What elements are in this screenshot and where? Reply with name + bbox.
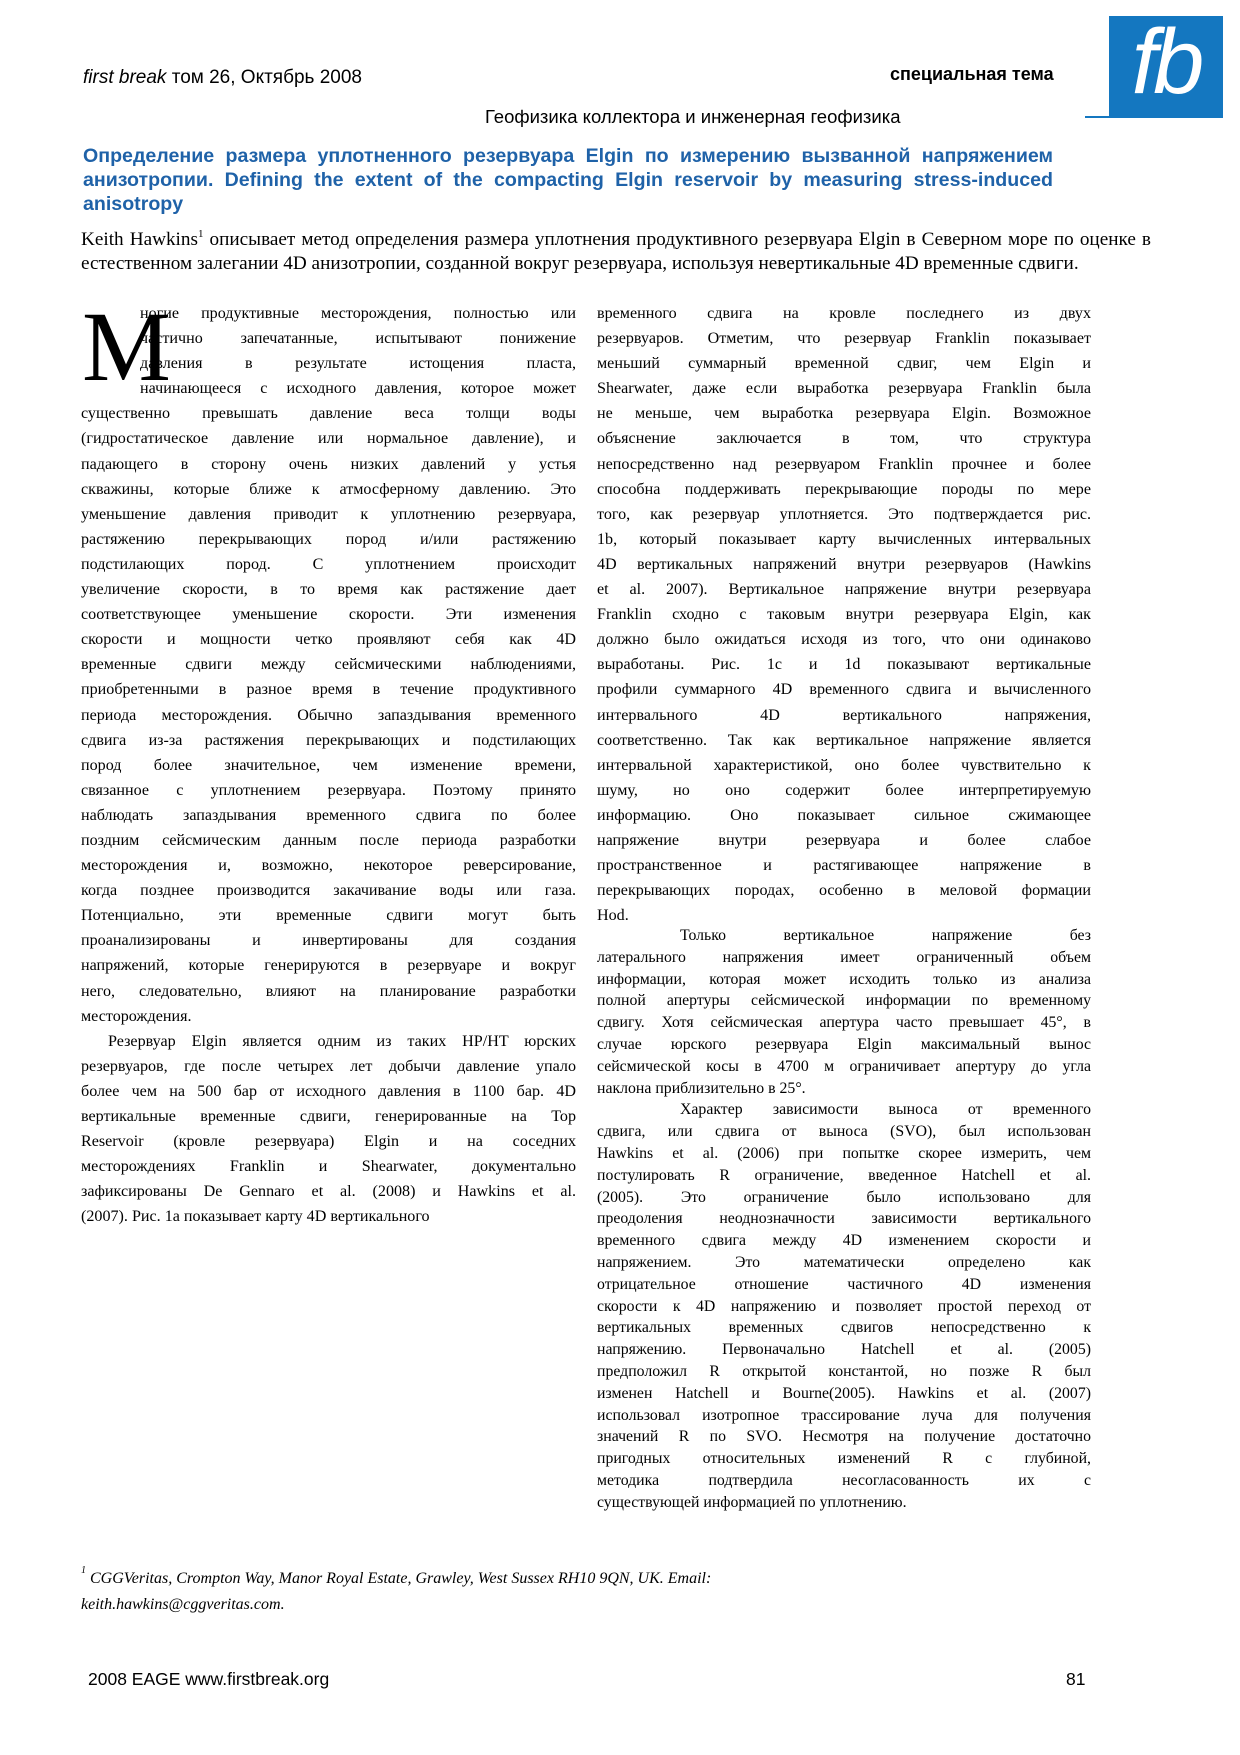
text-line: должно было ожидаться исходя из того, что они одинаково <box>597 631 1091 649</box>
text-line: латерального напряжения имеет ограниченный объем <box>597 948 1091 966</box>
text-line: пространственное и растягивающее напряжение в <box>597 857 1091 875</box>
text-line: падающего в сторону очень низких давлений у устья <box>81 455 576 473</box>
text-line: Hawkins et al. (2006) при попытке скорее измерить, чем <box>597 1144 1091 1162</box>
text-line: него, следовательно, влияют на планирование разработки <box>81 982 576 1000</box>
text-line: Shearwater, даже если выработка резервуара Franklin была <box>597 380 1091 398</box>
text-line: значений R по SVO. Несмотря на получение достаточно <box>597 1428 1091 1446</box>
logo-rule <box>1085 116 1223 118</box>
text-line: объяснение заключается в том, что структура <box>597 430 1091 448</box>
text-line: изменен Hatchell и Bourne(2005). Hawkins et al. (2007) <box>597 1384 1091 1402</box>
text-line: использовал изотропное трассирование луча для получения <box>597 1406 1091 1424</box>
article-title: Определение размера уплотненного резервуара Elgin по измерению вызванной напряжением анизотропии. Defining the extent of the compacting Elgin reservoir by measuring stress-induced anisotropy <box>83 145 1053 215</box>
text-line: временного сдвига на кровле последнего из двух <box>597 305 1091 322</box>
text-line: частично запечатанные, испытывают понижение <box>140 330 576 348</box>
text-line: способна поддерживать перекрывающие породы по мере <box>597 480 1091 498</box>
text-line: напряжением. Это математически определено как <box>597 1253 1091 1271</box>
article-lede <box>81 228 1151 276</box>
text-line: (гидростатическое давление или нормальное давление), и <box>81 430 576 448</box>
text-line: ногие продуктивные месторождения, полностью или <box>140 305 576 322</box>
footnote-ref: 1 <box>197 228 204 240</box>
lede-text: описывает метод определения размера уплотнения продуктивного резервуара Elgin в Северном море по оценке в естественном залегании 4D анизотропии, созданной вокруг резервуара, используя невертикальные 4D временные сдвиги. <box>81 229 1151 274</box>
footnote <box>81 1566 841 1618</box>
text-line: наклона приблизительно в 25°. <box>597 1079 806 1097</box>
text-line: Reservoir (кровле резервуара) Elgin и на соседних <box>81 1133 576 1151</box>
footnote-mark: 1 <box>81 1565 86 1576</box>
text-line: сейсмической косы в 4700 м ограничивает апертуру до угла <box>597 1057 1091 1075</box>
lede-author: Keith Hawkins <box>81 229 198 250</box>
text-line: соответственно. Так как вертикальное напряжение является <box>597 731 1091 749</box>
text-line: того, как резервуар уплотняется. Это подтверждается рис. <box>597 505 1091 523</box>
body-column-right-bottom <box>597 925 1091 1514</box>
text-line: растяжению перекрывающих пород и/или растяжению <box>81 530 576 548</box>
text-line: Резервуар Elgin является одним из таких HP/HT юрских <box>108 1032 576 1050</box>
text-line: напряжение внутри резервуара и более слабое <box>597 831 1091 849</box>
text-line: скорости к 4D напряжению и позволяет простой переход от <box>597 1297 1091 1315</box>
journal-name: first break <box>83 67 167 88</box>
drop-cap: М <box>82 291 171 402</box>
text-line: когда позднее производится закачивание воды или газа. <box>81 882 576 900</box>
text-line: соответствующее уменьшение скорости. Эти изменения <box>81 606 576 624</box>
text-line: напряжений, которые генерируются в резервуаре и вокруг <box>81 957 576 975</box>
text-line: зафиксированы De Gennaro et al. (2008) и Hawkins et al. <box>81 1183 576 1201</box>
footer-copyright: 2008 EAGE www.firstbreak.org <box>88 1669 330 1689</box>
text-line: резервуаров. Отметим, что резервуар Franklin показывает <box>597 330 1091 348</box>
text-line: интервальной характеристикой, оно более чувствительно к <box>597 756 1091 774</box>
text-line: временного сдвига между 4D изменением скорости и <box>597 1232 1091 1250</box>
text-line: пригодных относительных изменений R с глубиной, <box>597 1450 1091 1468</box>
issue-info: том 26, Октябрь 2008 <box>171 67 362 88</box>
text-line: скорости и мощности четко проявляют себя как 4D <box>81 631 576 649</box>
text-line: поздним сейсмическим данным после периода разработки <box>81 831 576 849</box>
text-line: предположил R открытой константой, но позже R был <box>597 1362 1091 1380</box>
text-line: случае юрского резервуара Elgin максимальный вынос <box>597 1035 1091 1053</box>
text-line: начинающееся с исходного давления, которое может <box>140 380 576 398</box>
text-line: (2007). Рис. 1а показывает карту 4D вертикального <box>81 1208 430 1226</box>
text-line: наблюдать запаздывания временного сдвига по более <box>81 806 576 824</box>
section-label: специальная тема <box>890 64 1054 84</box>
text-line: 4D вертикальных напряжений внутри резервуаров (Hawkins <box>597 555 1091 573</box>
text-line: 1b, который показывает карту вычисленных интервальных <box>597 530 1091 548</box>
text-line: месторождения и, возможно, некоторое реверсирование, <box>81 857 576 875</box>
fb-logo <box>1109 11 1223 118</box>
footnote-line-1: CGGVeritas, Crompton Way, Manor Royal Estate, Grawley, West Sussex RH10 9QN, UK. Email: <box>90 1570 712 1587</box>
text-line: информации, которая может исходить только из анализа <box>597 970 1091 988</box>
text-line: более чем на 500 бар от исходного давления в 1100 бар. 4D <box>81 1082 576 1100</box>
text-line: перекрывающих породах, особенно в меловой формации <box>597 882 1091 900</box>
text-line: вертикальные временные сдвиги, генерированные на Top <box>81 1108 576 1125</box>
text-line: выработаны. Рис. 1c и 1d показывают вертикальные <box>597 656 1091 674</box>
text-line: резервуаров, где после четырех лет добычи давление упало <box>81 1057 576 1075</box>
text-line: существенно превышать давление веса толщи воды <box>81 405 576 423</box>
body-column-right-top <box>597 301 1091 928</box>
logo-text: fb <box>1131 11 1201 113</box>
text-line: постулировать R ограничение, введенное Hatchell et al. <box>597 1166 1091 1184</box>
text-line: отрицательное отношение частичного 4D изменения <box>597 1275 1091 1293</box>
text-line: полной апертуры сейсмической информации по временному <box>597 992 1091 1010</box>
text-line: уменьшение давления приводит к уплотнению резервуара, <box>81 505 576 523</box>
text-line: Потенциально, эти временные сдвиги могут быть <box>81 907 576 925</box>
text-line: приобретенными в разное время в течение продуктивного <box>81 681 576 699</box>
text-line: сдвига, или сдвига от выноса (SVO), был использован <box>597 1123 1091 1141</box>
text-line: месторождениях Franklin и Shearwater, документально <box>81 1158 576 1176</box>
text-line: сдвига из-за растяжения перекрывающих и подстилающих <box>81 731 576 749</box>
text-line: пород более значительное, чем изменение времени, <box>81 756 576 774</box>
text-line: меньший суммарный временной сдвиг, чем Elgin и <box>597 355 1091 373</box>
text-line: профили суммарного 4D временного сдвига и вычисленного <box>597 681 1091 699</box>
text-line: сдвигу. Хотя сейсмическая апертура часто превышает 45°, в <box>597 1014 1091 1032</box>
text-line: (2005). Это ограничение было использовано для <box>597 1188 1091 1206</box>
text-line: существующей информацией по уплотнению. <box>597 1493 907 1511</box>
text-line: преодоления неоднозначности зависимости вертикального <box>597 1210 1091 1228</box>
text-line: не меньше, чем выработка резервуара Elgin. Возможное <box>597 405 1091 423</box>
text-line: информацию. Оно показывает сильное сжимающее <box>597 806 1091 824</box>
subsection-label: Геофизика коллектора и инженерная геофизика <box>485 106 901 127</box>
text-line: связанное с уплотнением резервуара. Поэтому принято <box>81 781 576 799</box>
journal-issue-header <box>83 67 362 89</box>
text-line: Только вертикальное напряжение без <box>680 927 1091 944</box>
page-number: 81 <box>1066 1669 1086 1689</box>
text-line: увеличение скорости, в то время как растяжение дает <box>81 581 576 599</box>
text-line: проанализированы и инвертированы для создания <box>81 932 576 950</box>
text-line: Характер зависимости выноса от временного <box>680 1101 1091 1119</box>
text-line: Hod. <box>597 907 629 925</box>
text-line: подстилающих пород. С уплотнением происходит <box>81 555 576 573</box>
text-line: шуму, но оно содержит более интерпретируемую <box>597 781 1091 799</box>
text-line: временные сдвиги между сейсмическими наблюдениями, <box>81 656 576 674</box>
text-line: методика подтвердила несогласованность их с <box>597 1471 1091 1489</box>
text-line: Franklin сходно с таковым внутри резервуара Elgin, как <box>597 606 1091 624</box>
text-line: периода месторождения. Обычно запаздывания временного <box>81 706 576 724</box>
text-line: непосредственно над резервуаром Franklin прочнее и более <box>597 455 1091 473</box>
footnote-line-2: keith.hawkins@cggveritas.com. <box>81 1596 285 1613</box>
text-line: et al. 2007). Вертикальное напряжение внутри резервуара <box>597 581 1091 599</box>
text-line: скважины, которые ближе к атмосферному давлению. Это <box>81 480 576 498</box>
text-line: месторождения. <box>81 1007 192 1025</box>
text-line: давления в результате истощения пласта, <box>140 355 576 373</box>
body-column-left <box>81 291 576 1229</box>
text-line: вертикальных временных сдвигов непосредственно к <box>597 1319 1091 1337</box>
text-line: интервального 4D вертикального напряжения, <box>597 706 1091 724</box>
text-line: напряжению. Первоначально Hatchell et al. (2005) <box>597 1341 1091 1359</box>
